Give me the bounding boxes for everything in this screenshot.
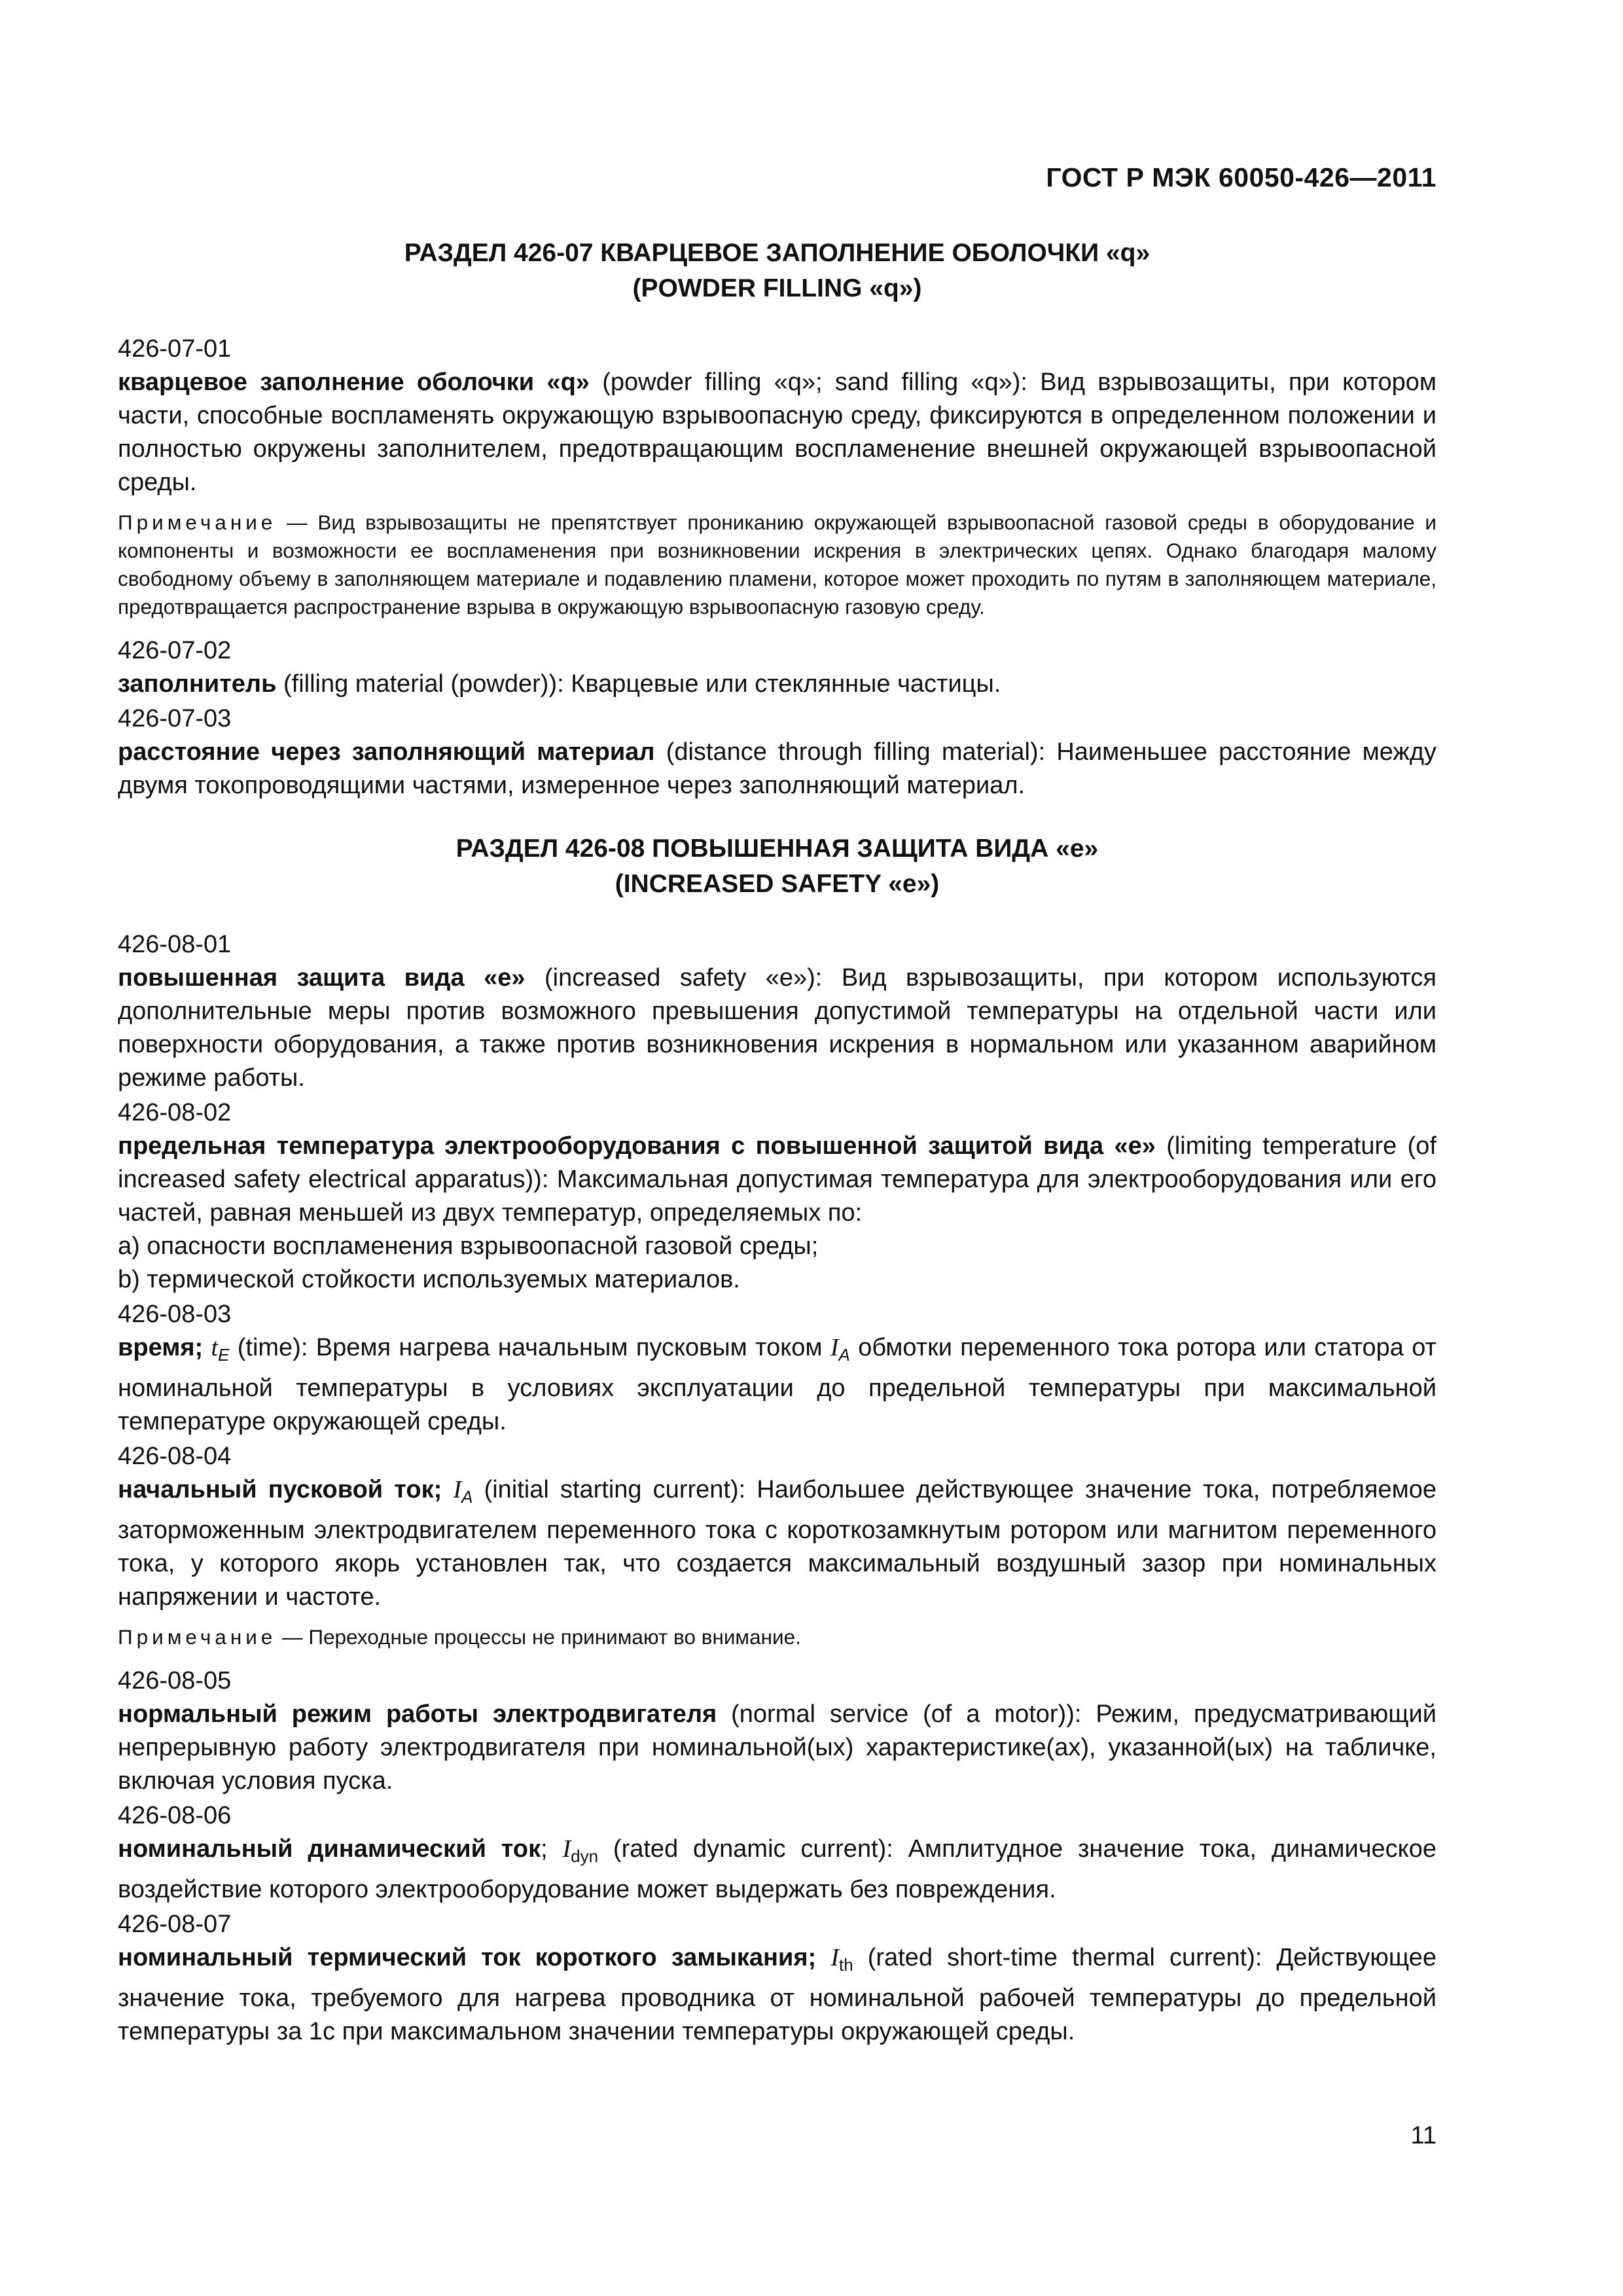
section-title: [118, 236, 1436, 306]
section-title-line: РАЗДЕЛ 426-08 ПОВЫШЕННАЯ ЗАЩИТА ВИДА «е»: [455, 834, 1099, 863]
definition-text: (time): Время нагрева начальным пусковым током: [229, 1334, 830, 1361]
term-definition: [118, 366, 1436, 499]
definition-text: (normal service (of a motor)): Режим, предусматривающий непрерывную работу электродвигателя при номинальной(ых) характеристике(ах), указанной(ых) на табличке, включая условия пуска.: [118, 1700, 1436, 1795]
term-definition: [118, 668, 1436, 701]
symbol-subscript: A: [461, 1487, 473, 1507]
symbol: t: [211, 1334, 219, 1361]
definition-text: (limiting temperature (of increased safety electrical apparatus)): Максимальная допустимая температура для электрооборудования или его частей, равная меньшей из двух температур, определяемых по:: [118, 1132, 1436, 1227]
symbol: I: [830, 1334, 839, 1361]
note: [118, 1623, 1436, 1651]
term-definition: [118, 1331, 1436, 1439]
term-definition: [118, 961, 1436, 1095]
term-number: 426-08-01: [118, 931, 232, 958]
term-definition: [118, 1473, 1436, 1614]
term-definition: [118, 736, 1436, 802]
section-title: [118, 831, 1436, 902]
definition-text: (rated short-time thermal current): Действующее значение тока, требуемого для нагрева проводника от номинальной рабочей температуры до предельной температуры за 1с при максимальном значении температуры окружающей среды.: [118, 1944, 1437, 2045]
definition-text: (powder filling «q»; sand filling «q»): Вид взрывозащиты, при котором части, способные воспламенять окружающую взрывоопасную среду, фиксируются в определенном положении и полностью окружены заполнителем, предотвращающим воспламенение внешней окружающей взрывоопасной среды.: [118, 368, 1437, 496]
section-title-line: (POWDER FILLING «q»): [632, 274, 922, 302]
note-text: — Вид взрывозащиты не препятствует прониканию окружающей взрывоопасной газовой среды в оборудование и компоненты и возможности ее воспламенения при возникновении искрения в электрических цепях. Однако благодаря малому свободному объему в заполняющем материале и подавлению пламени, которое может проходить по путям в заполняющем материале, предотвращается распространение взрыва в окружающую взрывоопасную газовую среду.: [118, 511, 1436, 619]
term-name: повышенная защита вида «е»: [118, 964, 526, 992]
list-item: b) термической стойкости используемых материалов.: [118, 1266, 740, 1293]
definition-text: (rated dynamic current): Амплитудное значение тока, динамическое воздействие которого электрооборудование может выдержать без повреждения.: [118, 1835, 1436, 1903]
definition-text: обмотки переменного тока ротора или статора от номинальной температуры в условиях эксплуатации до предельной температуры при максимальной температуре окружающей среды.: [118, 1334, 1436, 1435]
note-label: Примечание: [118, 1625, 277, 1649]
term-number: 426-08-05: [118, 1667, 232, 1695]
term-separator: ;: [541, 1835, 563, 1863]
symbol: I: [453, 1476, 462, 1503]
section-title-line: РАЗДЕЛ 426-07 КВАРЦЕВОЕ ЗАПОЛНЕНИЕ ОБОЛОЧКИ «q»: [404, 239, 1150, 267]
symbol-subscript: E: [218, 1345, 230, 1365]
term-name: номинальный термический ток короткого замыкания;: [118, 1944, 817, 1971]
term-number: 426-08-07: [118, 1910, 232, 1938]
term-number: 426-07-03: [118, 705, 232, 732]
term-number: 426-08-02: [118, 1099, 232, 1126]
term-name: время;: [118, 1334, 204, 1361]
definition-text: (distance through filling material): Наименьшее расстояние между двумя токопроводящими частями, измеренное через заполняющий материал.: [118, 738, 1436, 799]
symbol-subscript: th: [838, 1955, 853, 1975]
term-definition: [118, 1833, 1436, 1907]
term-definition: [118, 1698, 1436, 1798]
note-text: — Переходные процессы не принимают во внимание.: [276, 1625, 801, 1649]
term-number: 426-07-02: [118, 637, 232, 664]
term-name: начальный пусковой ток;: [118, 1476, 442, 1503]
page-number: 11: [1410, 2122, 1436, 2149]
symbol: I: [562, 1835, 571, 1863]
symbol-subscript: dyn: [571, 1846, 599, 1866]
term-number: 426-07-01: [118, 335, 232, 363]
term-definition: [118, 1941, 1436, 2049]
definition-text: (increased safety «е»): Вид взрывозащиты, при котором используются дополнительные меры против возможного превышения допустимой температуры на отдельной части или поверхности оборудования, а также против возникновения искрения в нормальном или указанном аварийном режиме работы.: [118, 964, 1436, 1092]
term-name: нормальный режим работы электродвигателя: [118, 1700, 717, 1728]
term-number: 426-08-04: [118, 1443, 232, 1470]
definition-text: (initial starting current): Наибольшее действующее значение тока, потребляемое заторможенным электродвигателем переменного тока с короткозамкнутым ротором или магнитом переменного тока, у которого якорь установлен так, что создается максимальный воздушный зазор при номинальных напряжении и частоте.: [118, 1476, 1436, 1611]
term-name: кварцевое заполнение оболочки «q»: [118, 368, 590, 396]
term-name: предельная температура электрооборудования с повышенной защитой вида «е»: [118, 1132, 1156, 1160]
term-name: расстояние через заполняющий материал: [118, 738, 655, 766]
note: [118, 509, 1436, 621]
list-item: а) опасности воспламенения взрывоопасной газовой среды;: [118, 1232, 819, 1260]
term-number: 426-08-03: [118, 1300, 232, 1328]
term-name: номинальный динамический ток: [118, 1835, 541, 1863]
section-title-line: (INCREASED SAFETY «е»): [615, 870, 940, 898]
term-definition: [118, 1130, 1436, 1230]
standard-code-header: ГОСТ Р МЭК 60050-426—2011: [1046, 162, 1436, 192]
symbol: I: [830, 1944, 839, 1971]
term-number: 426-08-06: [118, 1802, 232, 1829]
definition-text: (filling material (powder)): Кварцевые или стеклянные частицы.: [276, 670, 1001, 698]
term-name: заполнитель: [118, 670, 277, 698]
note-label: Примечание: [118, 511, 277, 534]
symbol-subscript: A: [838, 1345, 850, 1365]
page-content: [118, 236, 1436, 2049]
